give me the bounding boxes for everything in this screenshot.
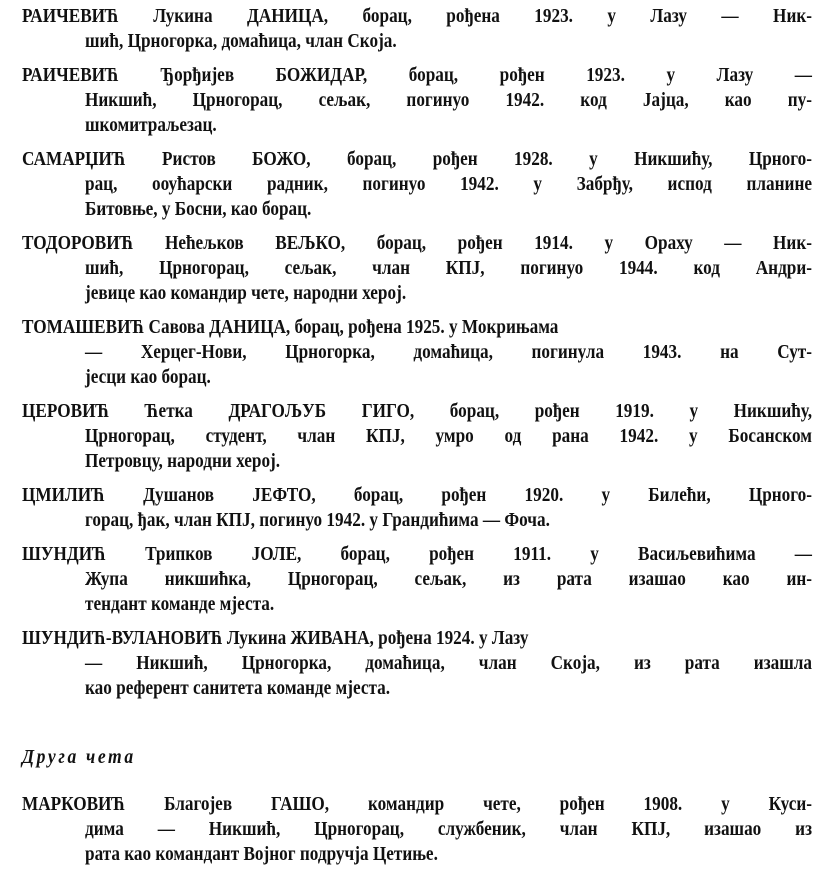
entry-first-line (22, 399, 812, 424)
entry-line-text: ТОМАШЕВИЋ Савова ДАНИЦА, борац, рођена 1925. у Мокрињама (22, 316, 559, 338)
entry-line-text: дима — Никшић, Црногорац, службеник, члан КПЈ, изашао из (85, 818, 812, 840)
entry-line-text: ЦЕРОВИЋ Ћетка ДРАГОЉУБ ГИГО, борац, рођен 1919. у Никшићу, (22, 400, 812, 422)
entry-continuation-line (85, 340, 812, 365)
entry-first-line (22, 483, 812, 508)
entry-continuation-line (85, 508, 812, 533)
biography-entry (22, 483, 812, 533)
entry-first-line (22, 231, 812, 256)
entry-line-text: Никшић, Црногорац, сељак, погинуо 1942. код Јајца, као пу- (85, 89, 812, 111)
entry-first-line (22, 542, 812, 567)
entry-line-text: горац, ђак, члан КПЈ, погинуо 1942. у Грандићима — Фоча. (85, 509, 550, 531)
entry-line-text: Петровцу, народни херој. (85, 450, 281, 472)
entry-line-text: шић, Црногорка, домаћица, члан Скоја. (85, 30, 397, 52)
entry-line-text: РАИЧЕВИЋ Ђорђијев БОЖИДАР, борац, рођен 1923. у Лазу — (22, 64, 812, 86)
entry-continuation-line (85, 113, 812, 138)
entry-line-text: рац, ооућарски радник, погинуо 1942. у Забрђу, испод планине (85, 173, 812, 195)
entry-line-text: шић, Црногорац, сељак, члан КПЈ, погинуо 1944. код Андри- (85, 257, 812, 279)
entry-line-text: рата као командант Војног подручја Цетиње. (85, 843, 438, 865)
section-heading-text: Друга чета (22, 746, 136, 768)
entry-line-text: — Никшић, Црногорка, домаћица, члан Скоја, из рата изашла (85, 652, 812, 674)
biography-entry (22, 542, 812, 617)
entry-first-line (22, 63, 812, 88)
entry-line-text: тендант команде мјеста. (85, 593, 275, 615)
entry-line-text: ШУНДИЋ-ВУЛАНОВИЋ Лукина ЖИВАНА, рођена 1924. у Лазу (22, 627, 529, 649)
entry-line-text: Црногорац, студент, члан КПЈ, умро од рана 1942. у Босанском (85, 425, 812, 447)
biography-entry (22, 792, 812, 867)
entry-continuation-line (85, 197, 812, 222)
entry-continuation-line (85, 281, 812, 306)
section-entry-list (22, 792, 812, 867)
entry-list (22, 4, 812, 701)
entry-first-line (22, 315, 812, 340)
document-page (22, 4, 812, 876)
entry-line-text: јевице као командир чете, народни херој. (85, 282, 407, 304)
entry-continuation-line (85, 365, 812, 390)
entry-continuation-line (85, 592, 812, 617)
entry-line-text: као референт санитета команде мјеста. (85, 677, 391, 699)
entry-line-text: МАРКОВИЋ Благојев ГАШО, командир чете, рођен 1908. у Куси- (22, 793, 812, 815)
entry-first-line (22, 792, 812, 817)
entry-first-line (22, 147, 812, 172)
entry-continuation-line (85, 817, 812, 842)
entry-continuation-line (85, 424, 812, 449)
entry-continuation-line (85, 676, 812, 701)
entry-continuation-line (85, 449, 812, 474)
biography-entry (22, 626, 812, 701)
entry-line-text: ШУНДИЋ Трипков ЈОЛЕ, борац, рођен 1911. у Васиљевићима — (22, 543, 812, 565)
entry-line-text: Битовње, у Босни, као борац. (85, 198, 312, 220)
entry-first-line (22, 626, 812, 651)
entry-continuation-line (85, 88, 812, 113)
entry-line-text: Жупа никшићка, Црногорац, сељак, из рата изашао као ин- (85, 568, 812, 590)
entry-continuation-line (85, 172, 812, 197)
biography-entry (22, 231, 812, 306)
biography-entry (22, 399, 812, 474)
biography-entry (22, 4, 812, 54)
entry-line-text: САМАРЏИЋ Ристов БОЖО, борац, рођен 1928. у Никшићу, Црного- (22, 148, 812, 170)
entry-continuation-line (85, 651, 812, 676)
entry-line-text: шкомитраљезац. (85, 114, 217, 136)
biography-entry (22, 315, 812, 390)
entry-line-text: — Херцег-Нови, Црногорка, домаћица, погинула 1943. на Сут- (85, 341, 812, 363)
entry-continuation-line (85, 29, 812, 54)
biography-entry (22, 63, 812, 138)
entry-line-text: ТОДОРОВИЋ Нећељков ВЕЉКО, борац, рођен 1914. у Ораху — Ник- (22, 232, 812, 254)
entry-continuation-line (85, 567, 812, 592)
entry-first-line (22, 4, 812, 29)
entry-line-text: ЦМИЛИЋ Душанов ЈЕФТО, борац, рођен 1920. у Билећи, Црного- (22, 484, 812, 506)
section-heading (22, 745, 812, 770)
entry-continuation-line (85, 842, 812, 867)
entry-line-text: РАИЧЕВИЋ Лукина ДАНИЦА, борац, рођена 1923. у Лазу — Ник- (22, 5, 812, 27)
entry-continuation-line (85, 256, 812, 281)
biography-entry (22, 147, 812, 222)
entry-line-text: јесци као борац. (85, 366, 211, 388)
